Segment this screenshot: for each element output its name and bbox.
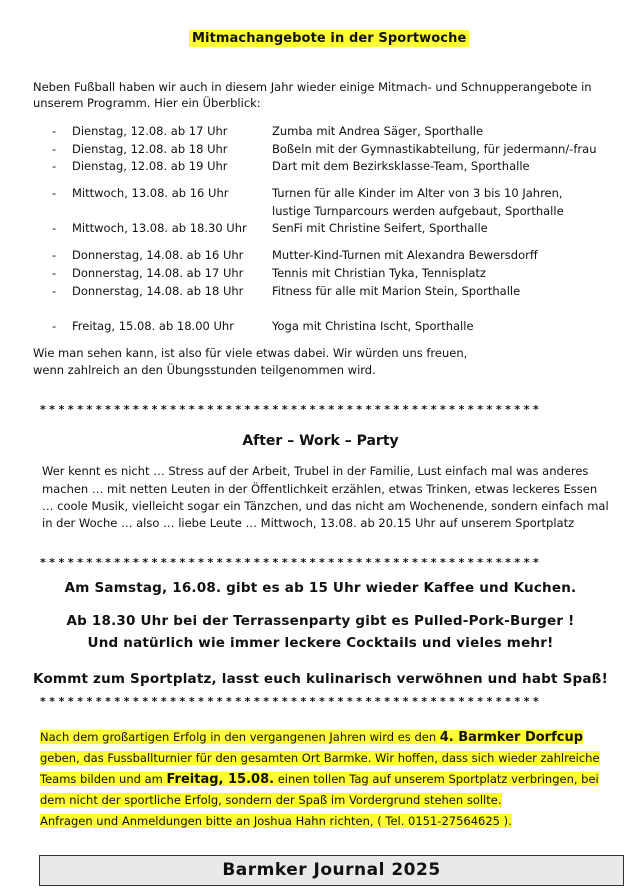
saturday-line-3: Und natürlich wie immer leckere Cocktails und vieles mehr! [87,635,554,651]
bullet-dash: - [52,319,57,333]
schedule-activity: Boßeln mit der Gymnastikabteilung, für jedermann/-frau [272,142,597,156]
saturday-line-4: Kommt zum Sportplatz, lasst euch kulinarisch verwöhnen und habt Spaß! [33,671,608,687]
schedule-date: Mittwoch, 13.08. ab 16 Uhr [72,186,229,200]
schedule-date: Freitag, 15.08. ab 18.00 Uhr [72,319,234,333]
bullet-dash: - [52,266,57,280]
schedule-date: Donnerstag, 14.08. ab 16 Uhr [72,248,244,262]
schedule-activity: Tennis mit Christian Tyka, Tennisplatz [272,266,486,280]
party-line-2: machen … mit netten Leuten in der Öffentlichkeit erzählen, etwas Trinken, etwas leckeres Essen [42,482,598,496]
bullet-dash: - [52,142,57,156]
schedule-activity: Mutter-Kind-Turnen mit Alexandra Bewersdorff [272,248,538,262]
bullet-dash: - [52,186,57,200]
outro-line-1: Wie man sehen kann, ist also für viele etwas dabei. Wir würden uns freuen, [33,346,468,360]
footer-title: Barmker Journal 2025 [222,860,441,880]
schedule-date: Mittwoch, 13.08. ab 18.30 Uhr [72,221,247,235]
bullet-dash: - [52,124,57,138]
footer-banner [39,855,624,886]
party-line-1: Wer kennt es nicht … Stress auf der Arbeit, Trubel in der Familie, Lust einfach mal was anderes [42,464,589,478]
dorfcup-text-part: einen tollen Tag auf unserem Sportplatz verbringen, bei dem nicht der sportliche Erfolg, sondern der Spaß im Vordergrund stehen sollte. [40,772,599,807]
schedule-date: Dienstag, 12.08. ab 17 Uhr [72,124,228,138]
schedule-date: Dienstag, 12.08. ab 18 Uhr [72,142,228,156]
page-title-text: Mitmachangebote in der Sportwoche [189,30,469,47]
dorfcup-name: 4. Barmker Dorfcup [439,730,584,745]
party-title: After – Work – Party [242,433,399,449]
bullet-dash: - [52,221,57,235]
bullet-dash: - [52,159,57,173]
schedule-activity: Turnen für alle Kinder im Alter von 3 bis 10 Jahren, [272,186,563,200]
schedule-activity: Fitness für alle mit Marion Stein, Sporthalle [272,284,521,298]
schedule-activity: Yoga mit Christina Ischt, Sporthalle [272,319,474,333]
intro-line-1: Neben Fußball haben wir auch in diesem Jahr wieder einige Mitmach- und Schnupperangebote in [33,80,592,94]
separator-stars: ****************************************************** [40,403,543,416]
bullet-dash: - [52,284,57,298]
schedule-activity: Dart mit dem Bezirksklasse-Team, Sporthalle [272,159,530,173]
saturday-line-1: Am Samstag, 16.08. gibt es ab 15 Uhr wieder Kaffee und Kuchen. [64,580,577,596]
separator-stars: ****************************************************** [40,556,543,569]
schedule-activity: lustige Turnparcours werden aufgebaut, Sporthalle [272,204,564,218]
saturday-line-2: Ab 18.30 Uhr bei der Terrassenparty gibt es Pulled-Pork-Burger ! [66,613,575,629]
schedule-date: Donnerstag, 14.08. ab 18 Uhr [72,284,244,298]
dorfcup-contact: Anfragen und Anmeldungen bitte an Joshua Hahn richten, ( Tel. 0151-27564625 ). [40,814,512,828]
dorfcup-paragraph [40,726,626,831]
separator-stars: ****************************************************** [40,695,543,708]
dorfcup-text-part: geben, das Fussballturnier für den gesamten Ort Barmke. Wir hoffen, dass sich wieder zahlreiche Teams bilden und am [40,751,600,786]
outro-line-2: wenn zahlreich an den Übungsstunden teilgenommen wird. [33,363,376,377]
schedule-activity: SenFi mit Christine Seifert, Sporthalle [272,221,488,235]
bullet-dash: - [52,248,57,262]
dorfcup-date: Freitag, 15.08. [166,772,275,787]
dorfcup-text [40,730,600,807]
page-title [189,27,469,46]
party-line-3: … coole Musik, vielleicht sogar ein Tänzchen, und das nicht am Wochenende, sondern einfach mal [42,499,609,513]
party-line-4: in der Woche … also … liebe Leute … Mittwoch, 13.08. ab 20.15 Uhr auf unserem Sportplatz [42,516,575,530]
schedule-date: Donnerstag, 14.08. ab 17 Uhr [72,266,244,280]
intro-line-2: unserem Programm. Hier ein Überblick: [33,96,261,110]
schedule-activity: Zumba mit Andrea Säger, Sporthalle [272,124,484,138]
schedule-date: Dienstag, 12.08. ab 19 Uhr [72,159,228,173]
dorfcup-text-part: Nach dem großartigen Erfolg in den vergangenen Jahren wird es den [40,730,440,744]
